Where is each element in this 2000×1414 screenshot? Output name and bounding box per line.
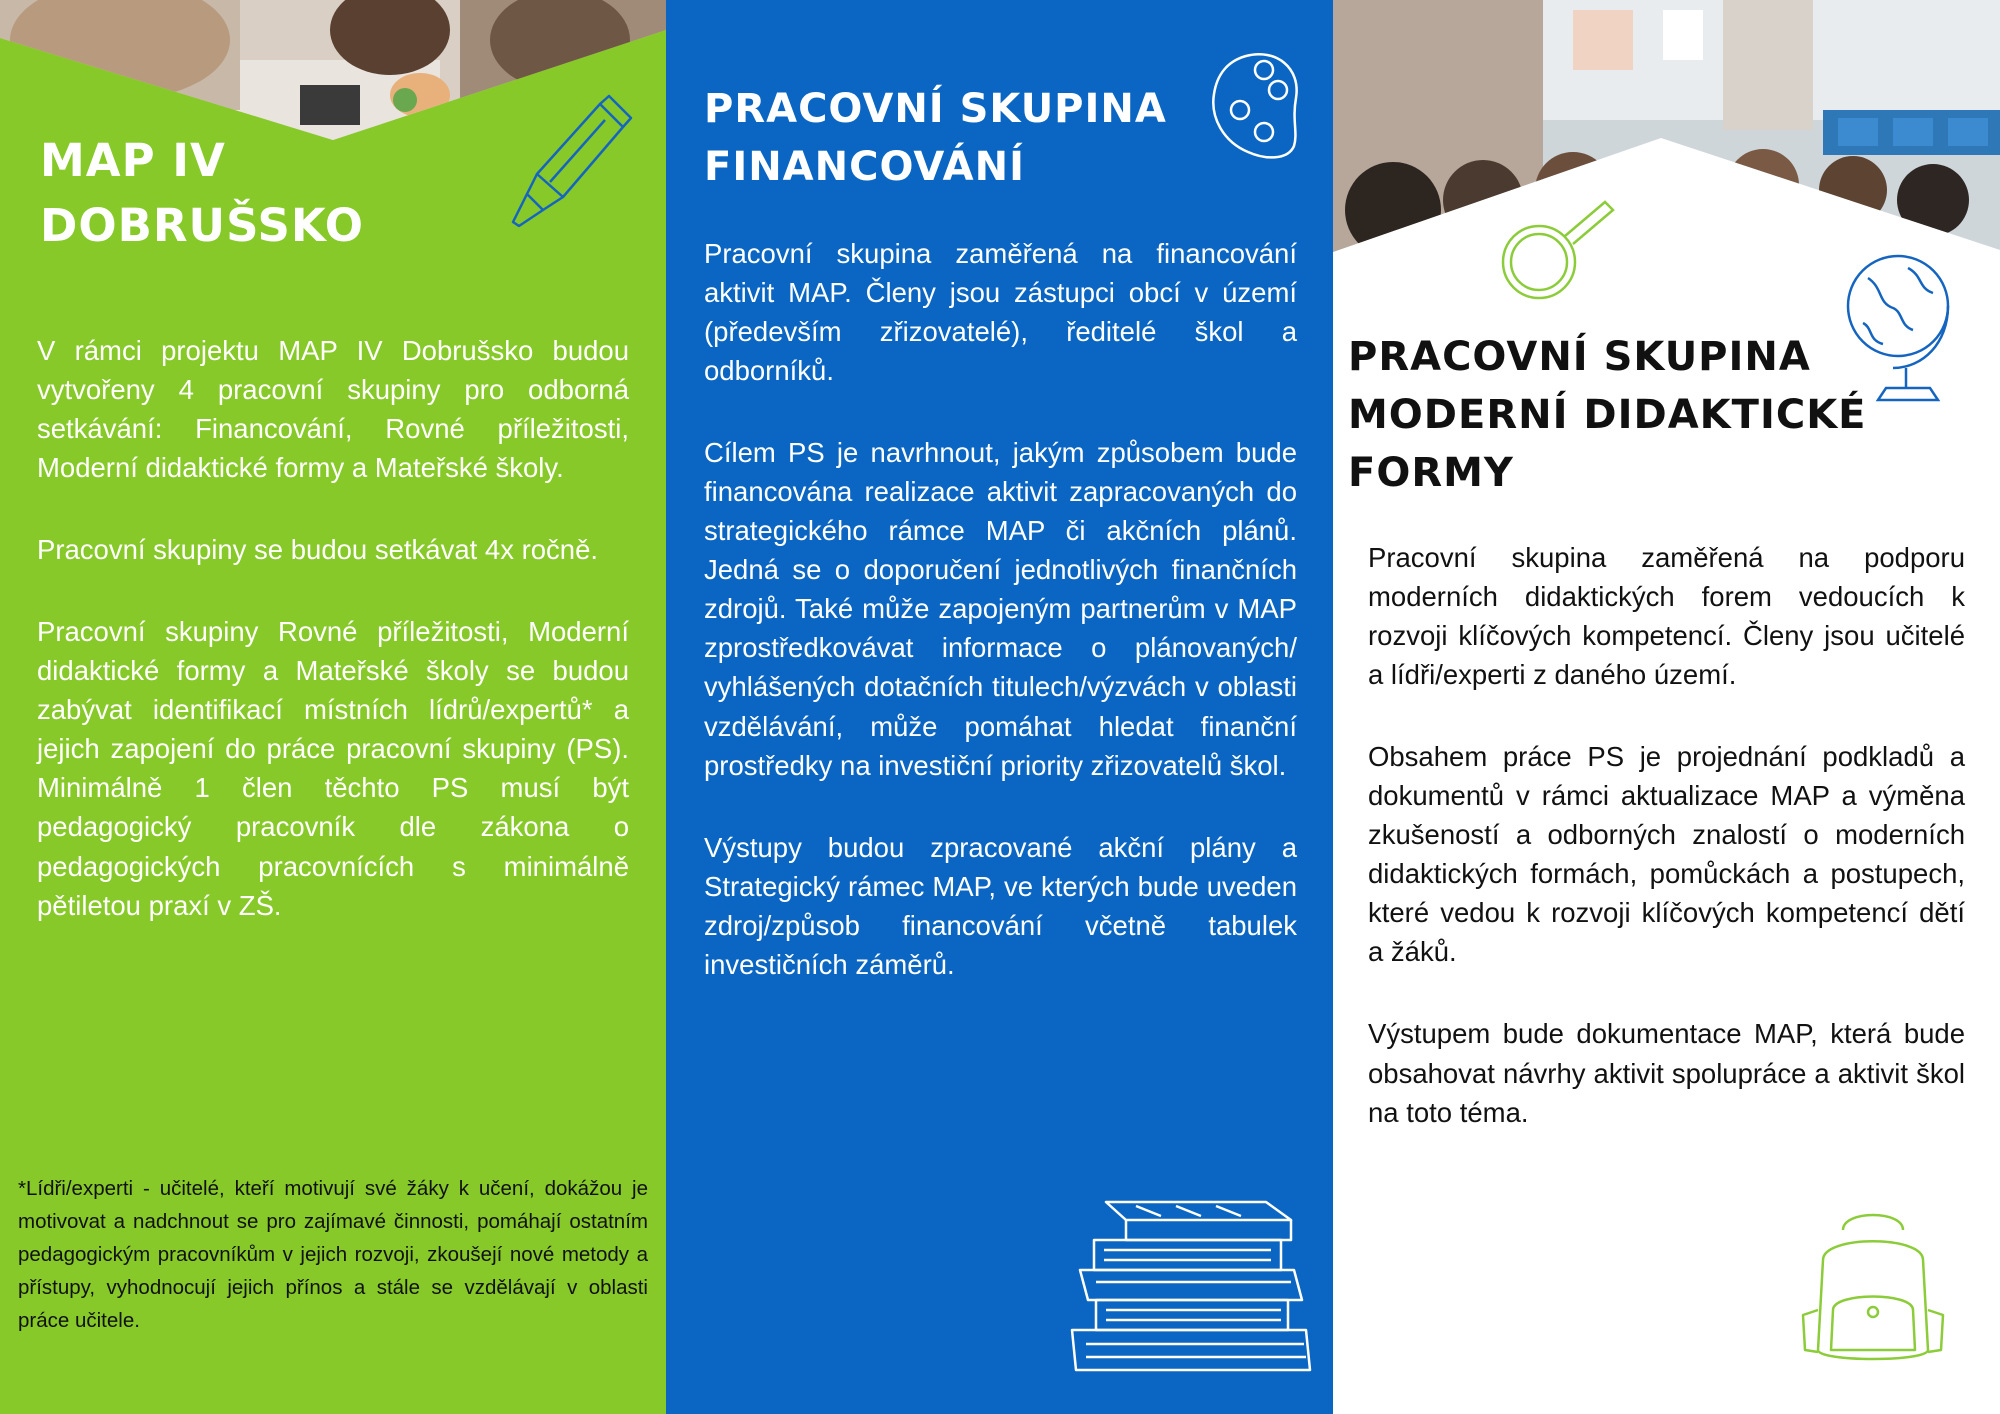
- panel-title: MAP IV DOBRUŠSKO: [40, 134, 364, 253]
- paragraph: Pracovní skupiny Rovné příležitosti, Moderní didaktické formy a Mateřské školy se budou zabývat identifikací místních lídrů/expertů* a jejich zapojení do práce pracovní skupiny (PS). Minimálně 1 člen těchto PS musí být pedagogický pracovník dle zákona o pedagogických pracovnících s minimálně pětiletou praxí v ZŠ.: [37, 616, 629, 921]
- paragraph: Pracovní skupina zaměřená na podporu moderních didaktických forem vedoucích k rozvoji klíčových kompetencí. Členy jsou učitelé a lídři/experti z daného území.: [1368, 542, 1965, 691]
- panel-financovani: [666, 0, 1333, 1414]
- panel-title: PRACOVNÍ SKUPINA MODERNÍ DIDAKTICKÉ FORMY: [1348, 334, 1867, 496]
- panel-body: [704, 234, 1297, 984]
- panel-body: [1368, 538, 1965, 1132]
- panel-map-iv-dobrussko: [0, 0, 666, 1414]
- panel-moderni-didakticke-formy: [1333, 0, 2000, 1414]
- highlighter-icon: [505, 92, 635, 237]
- panel-body: [37, 331, 629, 925]
- magnifying-glass-icon: [1497, 196, 1617, 311]
- paragraph: Výstupem bude dokumentace MAP, která bude obsahovat návrhy aktivit spolupráce a aktivit škol na toto téma.: [1368, 1018, 1965, 1128]
- footnote: *Lídři/experti - učitelé, kteří motivují své žáky k učení, dokážou je motivovat a nadchnout se pro zajímavé činnosti, pomáhají ostatním pedagogickým pracovníkům v jejich rozvoji, zkoušejí nové metody a přístupy, vyhodnocují jejich přínos a stále se vzdělávají v oblasti práce učitele.: [18, 1177, 648, 1332]
- paragraph: Pracovní skupina zaměřená na financování aktivit MAP. Členy jsou zástupci obcí v území (především zřizovatelé), ředitelé škol a odborníků.: [704, 238, 1297, 387]
- photo-classroom-children: [1333, 0, 2000, 260]
- paint-palette-icon: [1206, 48, 1306, 168]
- paragraph: Výstupy budou zpracované akční plány a Strategický rámec MAP, ve kterých bude uveden zdroj/způsob financování včetně tabulek investičních záměrů.: [704, 831, 1297, 980]
- paragraph: Obsahem práce PS je projednání podkladů a dokumentů v rámci aktualizace MAP a výměna zkušeností a odborných znalostí o moderních didaktických formách, pomůckách a postupech, které vedou k rozvoji klíčových kompetencí dětí a žáků.: [1368, 741, 1965, 968]
- panel-title: PRACOVNÍ SKUPINA FINANCOVÁNÍ: [704, 86, 1167, 190]
- paragraph: V rámci projektu MAP IV Dobrušsko budou vytvořeny 4 pracovní skupiny pro odborná setkávání: Financování, Rovné příležitosti, Moderní didaktické formy a Mateřské školy.: [37, 335, 629, 484]
- paragraph: Pracovní skupiny se budou setkávat 4x ročně.: [37, 534, 599, 566]
- book-stack-icon: [1066, 1192, 1316, 1382]
- backpack-icon: [1793, 1200, 1953, 1375]
- paragraph: Cílem PS je navrhnout, jakým způsobem bude financována realizace aktivit zapracovaných do strategického rámce MAP či akčních plánů. Jedná se o doporučení jednotlivých finančních zdrojů. Také může zapojeným partnerům v MAP zprostředkovávat informace o plánovaných/ vyhlášených dotačních titulech/výzvách v oblasti vzdělávání, může pomáhat hledat finanční prostředky na investiční priority zřizovatelů škol.: [704, 437, 1297, 781]
